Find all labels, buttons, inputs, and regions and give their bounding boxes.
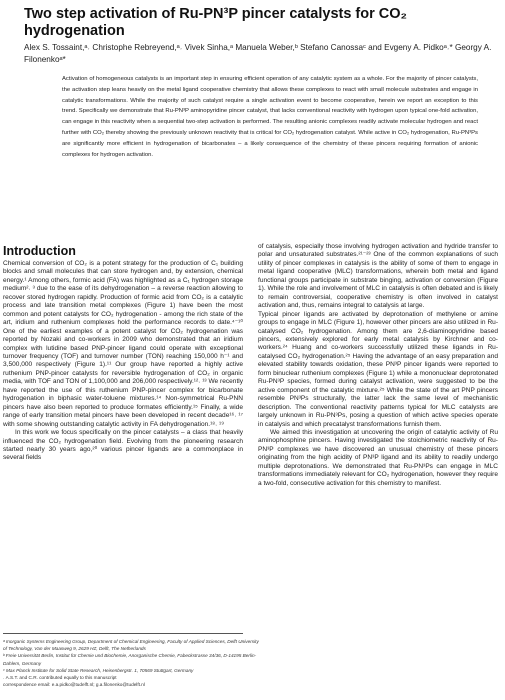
intro-paragraph-4: Typical pincer ligands are activated by deprotonation of methylene or amine groups to engage in MLC (Figure 1), however other pincers are also utilized in Ru-catalysed CO₂ hydrogenation. Among them are 2,6-diaminopyridine based pincers, extensively explored for early metal catalysis by Kirchner and co-workers.²⁴ Huang and co-workers successfully utilized these ligands in Ru-catalysed CO₂ hydrogenation.²⁵ Having the advantage of an easy preparation and elevated stability towards oxidation, these PN³P pincer ligands were reported to form binuclear ruthenium complexes (Figure 1) while a mononuclear deprotonated Ru-PN³P species, formed during catalyst activation, were suggested to be the active component of the catalytic mixture.²⁵ While the state of the art PNP pincers resemble PN³Ps structurally, the latter lack the same level of mechanistic description. The conventional reactivity patterns typical for MLC catalysts are largely unknown in Ru-PN³Ps, posing a question of which active species operate in catalysis and which precatalyst transformations furnish them. xyxy=(258,310,498,428)
footnote-affiliation-b: ᵇ Freie Universität Berlin, Institut für Chemie und Biochemie, Anorganische Chemie, Fabeckstrasse 34/36, D-14195 Berlin-Dahlem, Germany xyxy=(3,653,257,666)
intro-paragraph-3: of catalysis, especially those involving hydrogen activation and hydride transfer to polar and unsaturated substrates.²¹⁻²³ One of the common explanations of such utility of pincer complexes in catalysis is the ability of some of them to engage in metal ligand cooperative (MLC) transformations, wherein both metal and ligand functional groups participate in substrate binging, activation or conversion (Figure 1). While the role and involvement of MLC in catalysis is often debated and is likely to remain controversial, cooperative chemistry is often involved in catalyst activation and, thus, remains integral to catalysis at large. xyxy=(258,243,498,310)
intro-paragraph-2: In this work we focus specifically on the pincer catalysts – a class that heavily influenced the CO₂ hydrogenation field. Evolving from the pioneering research started nearly 30 years ago,²⁰ various pincer ligands are a commonplace in several fields xyxy=(3,429,243,462)
intro-paragraph-1: Chemical conversion of CO₂ is a potent strategy for the production of C₁ building blocks and small molecules that can store hydrogen and, by extension, chemical energy.¹ Among others, formic acid (FA) was highlighted as a C₁ hydrogen storage medium²˒ ³ due to the ease of its dehydrogenation – a reverse reaction allowing to recover stored hydrogen rapidly. Production of formic acid from CO₂ is a catalytic process and late transition metal complexes (Figure 1) have been the most common and potent catalysts for CO₂ hydrogenation - among the rich state of the art, iridium and ruthenium complexes hold the performance records to date.⁴⁻¹⁰ One of the earliest examples of a potent catalyst for CO₂ hydrogenation was reported by Nozaki and co-workers in 2009 who demonstrated that an iridium complex with lutidine based PNP-pincer ligand could operate with exceptional turnover frequency (TOF) and turnover number (TON) reaching 150,000 h⁻¹ and 3,500,000 respectively (Figure 1).¹¹ Our group have reported a highly active ruthenium PNP-pincer catalysts for reversible hydrogenation of CO₂ in organic media, with TOF and TON of 1,100,000 and 206,000 respectively.¹²˒ ¹³ We recently have reported the use of this ruthenium PNP-pincer complex for bicarbonate hydrogenation in biphasic water-toluene mixtures.¹⁴ Non-symmetrical Ru-PNN pincers have also been reported to produce formates efficiently.¹⁵ Finally, a wide range of early transition metal pincers have been developed in recent decade¹⁶˒ ¹⁷ with some showing outstanding catalytic activity in FA dehydrogenation.¹⁸˒ ¹⁹ xyxy=(3,260,243,428)
author-list: Alex S. Tossaint,ᵃ˒ Christophe Rebreyend,ᵃ˒ Vivek Sinha,ᵃ Manuela Weber,ᵇ Stefano Canossaᶜ and Evgeny A. Pidkoᵃ˒* Georgy A. Filonenkoᵃ* xyxy=(24,43,492,64)
footnote-divider xyxy=(3,633,243,634)
footnote-affiliation-a: ᵃ Inorganic Systems Engineering Group, Department of Chemical Engineering, Faculty of Applied Sciences, Delft University of Technology, Van der Maasweg 9, 2629 HZ, Delft, The Netherlands xyxy=(3,639,259,652)
footnote-affiliation-c: ᶜ Max Planck Institute for Solid State Research, Heisenbergstr. 1, 70569 Stuttgart, Germany xyxy=(3,667,194,673)
footnote-equal-contribution: ˒ A.S.T. and C.R. contributed equally to this manuscript xyxy=(3,675,117,681)
footnote-correspondence: correspondence email: e.a.pidko@tudelft.nl; g.a.filonenko@tudelft.nl xyxy=(3,682,145,688)
abstract: Activation of homogeneous catalysts is an important step in ensuring efficient operation of any catalytic system as a whole. For the majority of pincer catalysts, the activation step leans heavily on the metal ligand cooperative chemistry that allows these complexes to react with small molecule substrates and engage in catalytic transformations. While the majority of such catalyst require a single activation event to become cooperative, herein we report an exception to this trend. Specifically we demonstrate that Ru-PN³P aminopyridine pincer catalyst, that lacks conventional reactivity with hydrogen upon typical one-fold activation, can engage in this reactivity when a sequential two-step activation is performed. The resulting anionic complexes readily activate molecular hydrogen and react further with CO₂ thereby showing the previously unknown reactivity that is critical for CO₂ hydrogenation catalyst. While active in CO₂ hydrogenation, Ru-PN³Ps are significantly more efficient in hydrogenation of bicarbonates – a likely consequence of the chemistry of these pincers requiring formation of anionic complexes for hydrogen activation. xyxy=(62,76,478,158)
footnotes xyxy=(3,638,263,688)
right-column xyxy=(258,243,498,488)
section-heading-introduction: Introduction xyxy=(3,244,76,258)
paper-title: Two step activation of Ru-PN³P pincer catalysts for CO₂ hydrogenation xyxy=(24,6,407,39)
intro-paragraph-5: We aimed this investigation at uncovering the origin of catalytic activity of Ru aminophosphine pincers. Having investigated the stoichiometric reactivity of Ru-PN³P complexes we have discovered an unusual chemistry of these pincers originating from the high acidity of PN³P ligand and its ability to readily undergo multiple deprotonations. We demonstrated that Ru-PN³Ps can engage in MLC transformations immediately relevant for CO₂ hydrogenation, however they require a two-fold, consecutive activation for this chemistry to manifest. xyxy=(258,428,498,487)
left-column xyxy=(3,260,243,463)
